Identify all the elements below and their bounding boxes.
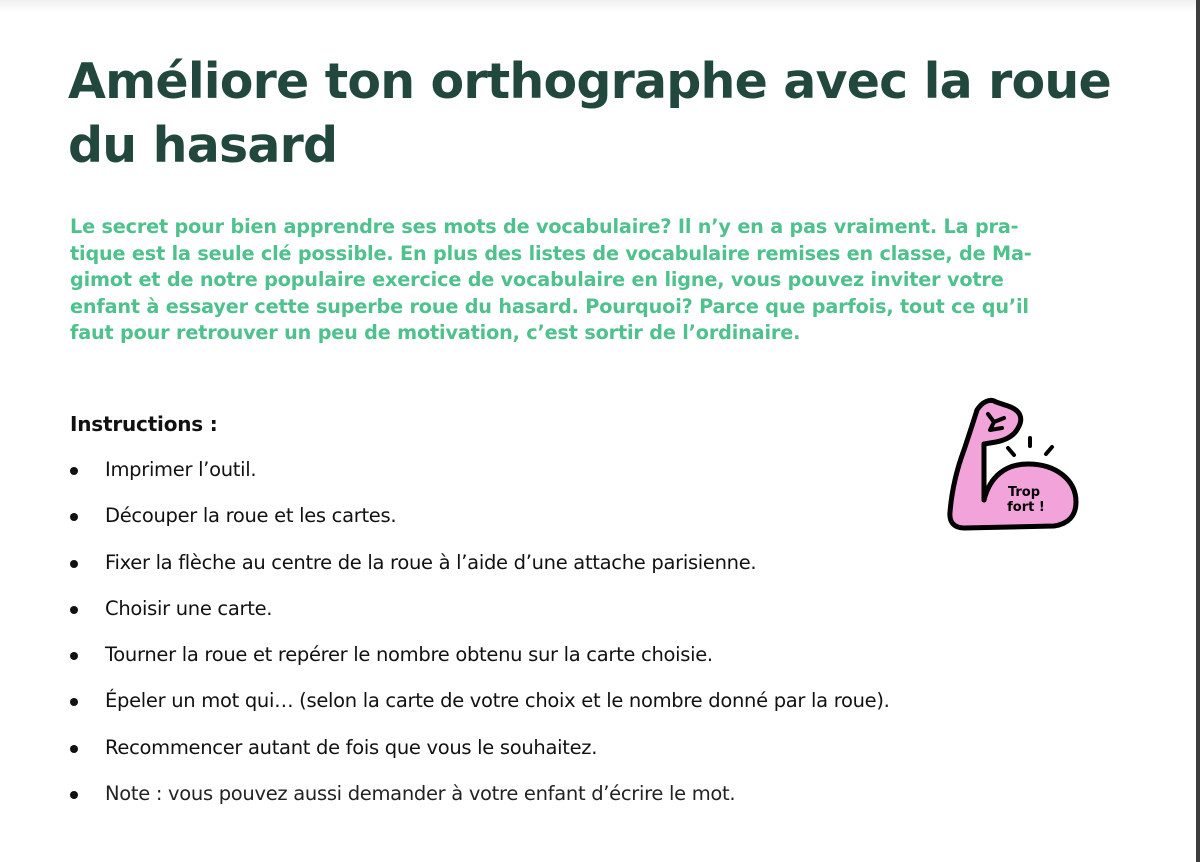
instruction-text: Tourner la roue et repérer le nombre obtenu sur la carte choisie. <box>105 643 713 667</box>
illustration-label: fort ! <box>1007 500 1045 515</box>
bullet-icon <box>70 652 78 660</box>
bullet-icon <box>70 698 78 706</box>
instruction-text: Épeler un mot qui… (selon la carte de votre choix et le nombre donné par la roue). <box>105 689 890 713</box>
intro-line: tique est la seule clé possible. En plus des listes de vocabulaire remises en classe, de Ma- <box>70 241 1032 265</box>
bullet-icon <box>70 467 78 475</box>
bullet-icon <box>70 745 78 753</box>
window-edge-bar <box>1196 0 1200 862</box>
instructions-list <box>70 456 1070 826</box>
instructions-heading: Instructions : <box>70 412 218 436</box>
instruction-text: Découper la roue et les cartes. <box>105 504 397 528</box>
bullet-icon <box>70 513 78 521</box>
instruction-text: Imprimer l’outil. <box>105 458 257 481</box>
instruction-text: Note : vous pouvez aussi demander à votre enfant d’écrire le mot. <box>105 782 736 806</box>
instruction-item <box>70 734 1070 780</box>
intro-paragraph <box>70 214 1140 347</box>
intro-line: gimot et de notre populaire exercice de vocabulaire en ligne, vous pouvez inviter votre <box>70 268 1004 292</box>
instruction-item <box>70 502 1070 548</box>
instruction-item <box>70 687 1070 733</box>
instruction-text: Choisir une carte. <box>105 596 273 620</box>
bullet-icon <box>70 791 78 799</box>
instruction-item <box>70 456 1070 502</box>
instruction-item <box>70 641 1070 687</box>
illustration-label: Trop <box>1007 485 1041 500</box>
flexed-bicep-illustration <box>944 392 1080 532</box>
intro-line: Le secret pour bien apprendre ses mots de vocabulaire? Il n’y en a pas vraiment. La pra- <box>70 215 1019 238</box>
intro-line: faut pour retrouver un peu de motivation, c’est sortir de l’ordinaire. <box>70 321 801 345</box>
page-title: Améliore ton orthographe avec la roue du hasard <box>68 53 1111 174</box>
instruction-item <box>70 595 1070 641</box>
instruction-item-note <box>70 780 1070 826</box>
instruction-text: Fixer la flèche au centre de la roue à l’aide d’une attache parisienne. <box>105 550 757 574</box>
intro-line: enfant à essayer cette superbe roue du hasard. Pourquoi? Parce que parfois, tout ce qu’il <box>70 294 1029 318</box>
instruction-text: Recommencer autant de fois que vous le souhaitez. <box>105 735 598 759</box>
bullet-icon <box>70 606 78 614</box>
bullet-icon <box>70 560 78 568</box>
instruction-item <box>70 549 1070 595</box>
flexed-bicep-icon <box>944 392 1080 532</box>
